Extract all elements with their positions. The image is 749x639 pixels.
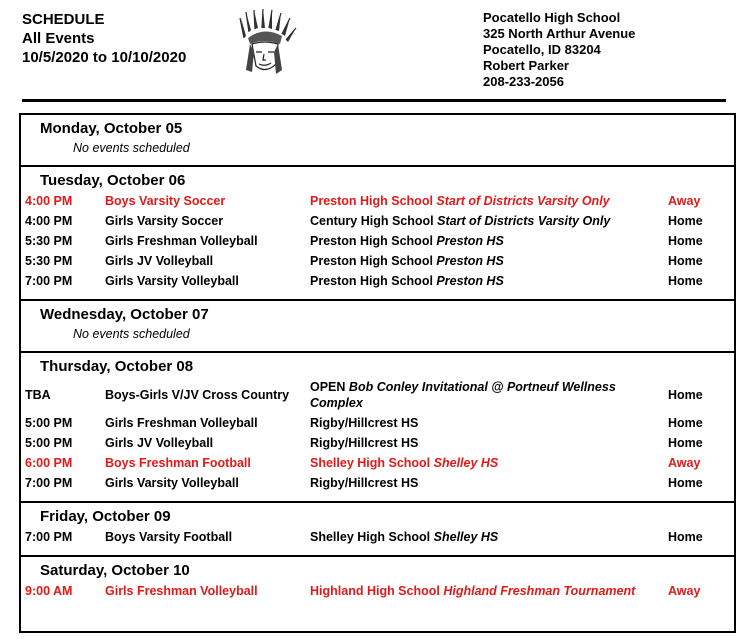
day-section xyxy=(21,353,734,503)
day-title: Tuesday, October 06 xyxy=(40,172,186,189)
event-location-cell xyxy=(310,377,668,413)
school-name: Pocatello High School xyxy=(483,10,621,25)
school-logo-icon xyxy=(236,8,298,76)
event-note: Preston HS xyxy=(436,274,504,288)
event-time: 5:00 PM xyxy=(25,416,73,430)
event-location-cell xyxy=(310,527,668,547)
event-row xyxy=(21,191,734,211)
contact-name: Robert Parker xyxy=(483,58,569,73)
event-team: Boys Freshman Football xyxy=(105,456,251,470)
schedule-header xyxy=(22,10,186,67)
event-location-cell xyxy=(310,581,668,601)
event-location: Preston High School xyxy=(310,254,433,268)
home-away-label: Away xyxy=(668,584,701,598)
no-events-text: No events scheduled xyxy=(73,141,190,155)
event-location-cell xyxy=(310,191,668,211)
event-location: Rigby/Hillcrest HS xyxy=(310,476,419,490)
day-section xyxy=(21,115,734,167)
header-divider xyxy=(22,99,726,102)
event-row xyxy=(21,473,734,493)
day-title: Saturday, October 10 xyxy=(40,562,190,579)
home-away-label: Home xyxy=(668,436,703,450)
schedule-table xyxy=(19,113,736,633)
day-section xyxy=(21,301,734,353)
home-away-label: Home xyxy=(668,214,703,228)
event-time: 5:00 PM xyxy=(25,436,73,450)
home-away-label: Home xyxy=(668,234,703,248)
school-city: Pocatello, ID 83204 xyxy=(483,42,601,57)
event-note: Start of Districts Varsity Only xyxy=(436,194,610,208)
event-location-cell xyxy=(310,251,668,271)
school-address: 325 North Arthur Avenue xyxy=(483,26,636,41)
event-team: Boys-Girls V/JV Cross Country xyxy=(105,388,290,402)
day-title: Friday, October 09 xyxy=(40,508,171,525)
event-location-cell xyxy=(310,211,668,231)
event-location-cell xyxy=(310,433,668,453)
event-row xyxy=(21,251,734,271)
schedule-title: SCHEDULE xyxy=(22,11,105,28)
event-location: Preston High School xyxy=(310,194,433,208)
event-time: 5:30 PM xyxy=(25,234,73,248)
event-location-cell xyxy=(310,231,668,251)
event-row xyxy=(21,231,734,251)
home-away-label: Home xyxy=(668,476,703,490)
event-location-cell xyxy=(310,453,668,473)
day-section xyxy=(21,557,734,609)
event-row xyxy=(21,527,734,547)
event-team: Girls Varsity Volleyball xyxy=(105,274,239,288)
event-row xyxy=(21,413,734,433)
event-note: Preston HS xyxy=(436,234,504,248)
event-location: Highland High School xyxy=(310,584,440,598)
event-location: Rigby/Hillcrest HS xyxy=(310,416,419,430)
schedule-subtitle: All Events xyxy=(22,30,95,47)
home-away-label: Home xyxy=(668,416,703,430)
event-row xyxy=(21,211,734,231)
event-time: 7:00 PM xyxy=(25,530,73,544)
event-location-cell xyxy=(310,473,668,493)
event-team: Girls JV Volleyball xyxy=(105,436,214,450)
event-location: Shelley High School xyxy=(310,530,431,544)
day-title: Wednesday, October 07 xyxy=(40,306,209,323)
date-range: 10/5/2020 to 10/10/2020 xyxy=(22,49,187,66)
school-info xyxy=(483,10,635,90)
event-note: Preston HS xyxy=(436,254,504,268)
no-events-text: No events scheduled xyxy=(73,327,190,341)
event-row xyxy=(21,271,734,291)
day-section xyxy=(21,503,734,557)
event-note: Shelley HS xyxy=(433,530,499,544)
event-time: 4:00 PM xyxy=(25,214,73,228)
event-team: Girls JV Volleyball xyxy=(105,254,214,268)
event-note: Bob Conley Invitational @ Portneuf Wellness Complex xyxy=(310,380,616,410)
event-note: Highland Freshman Tournament xyxy=(443,584,636,598)
event-time: 7:00 PM xyxy=(25,476,73,490)
event-row xyxy=(21,377,734,413)
day-title: Thursday, October 08 xyxy=(40,358,194,375)
event-team: Girls Freshman Volleyball xyxy=(105,234,258,248)
home-away-label: Home xyxy=(668,274,703,288)
event-time: 6:00 PM xyxy=(25,456,73,470)
contact-phone: 208-233-2056 xyxy=(483,74,564,89)
event-team: Girls Freshman Volleyball xyxy=(105,416,258,430)
event-team: Boys Varsity Football xyxy=(105,530,233,544)
event-location: Rigby/Hillcrest HS xyxy=(310,436,419,450)
event-time: 4:00 PM xyxy=(25,194,73,208)
day-section xyxy=(21,167,734,301)
event-time: 5:30 PM xyxy=(25,254,73,268)
day-title: Monday, October 05 xyxy=(40,120,183,137)
event-row xyxy=(21,581,734,601)
event-team: Girls Freshman Volleyball xyxy=(105,584,258,598)
home-away-label: Away xyxy=(668,194,701,208)
event-location: Preston High School xyxy=(310,274,433,288)
event-note: Shelley HS xyxy=(433,456,499,470)
event-note: Start of Districts Varsity Only xyxy=(437,214,611,228)
event-location-cell xyxy=(310,271,668,291)
event-team: Boys Varsity Soccer xyxy=(105,194,226,208)
event-location: Shelley High School xyxy=(310,456,431,470)
event-time: 7:00 PM xyxy=(25,274,73,288)
home-away-label: Home xyxy=(668,254,703,268)
event-row xyxy=(21,453,734,473)
event-location: Century High School xyxy=(310,214,434,228)
event-location: Preston High School xyxy=(310,234,433,248)
home-away-label: Home xyxy=(668,388,703,402)
event-time: TBA xyxy=(25,388,51,402)
home-away-label: Away xyxy=(668,456,701,470)
event-team: Girls Varsity Volleyball xyxy=(105,476,239,490)
event-time: 9:00 AM xyxy=(25,584,73,598)
event-location-cell xyxy=(310,413,668,433)
home-away-label: Home xyxy=(668,530,703,544)
event-location: OPEN xyxy=(310,380,346,394)
event-team: Girls Varsity Soccer xyxy=(105,214,224,228)
event-row xyxy=(21,433,734,453)
